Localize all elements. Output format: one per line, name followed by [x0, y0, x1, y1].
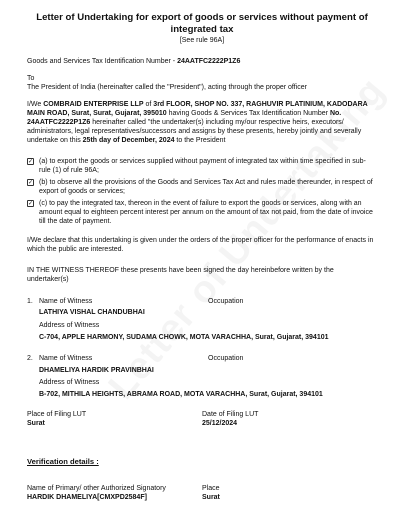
witness-1-number: 1. [27, 298, 33, 305]
witness-2-address: B-702, MITHILA HEIGHTS, ABRAMA ROAD, MOTA VARACHHA, Surat, Gujarat, 394101 [39, 391, 323, 398]
witness-2-occupation-label: Occupation [208, 355, 244, 362]
checkbox-b[interactable]: ✓ [28, 180, 34, 186]
clause-a: (a) to export the goods or services supplied without payment of integrated tax within time specified in sub-rule (1) of rule 96A; [39, 158, 366, 174]
document-subtitle: [See rule 96A] [179, 37, 225, 44]
witness-2-number: 2. [27, 355, 33, 362]
place-of-filing-label: Place of Filing LUT [27, 411, 87, 418]
signatory-name: HARDIK DHAMELIYA[CMXPD2584F] [27, 494, 147, 501]
signatory-label: Name of Primary/ other Authorized Signatory [27, 485, 166, 492]
checkbox-c[interactable]: ✓ [28, 201, 34, 207]
addressee-to: To [27, 75, 35, 82]
verification-heading: Verification details : [27, 457, 99, 466]
place-of-filing: Surat [27, 420, 45, 427]
witness-1-address-label: Address of Witness [39, 322, 100, 329]
date-of-filing: 25/12/2024 [202, 420, 238, 427]
witness-2-name-label: Name of Witness [39, 355, 93, 362]
verification-place-label: Place [202, 485, 220, 492]
checkbox-a[interactable]: ✓ [28, 159, 34, 165]
addressee: The President of India (hereinafter called the "President"), acting through the proper officer [27, 84, 307, 91]
gstin-line: Goods and Services Tax Identification Number - 24AATFC2222P1Z6 [27, 58, 241, 65]
witness-1-occupation-label: Occupation [208, 298, 244, 305]
declaration-statement: I/We declare that this undertaking is given under the orders of the proper officer for the performance of enacts in which the public are interested. [27, 237, 374, 253]
verification-place: Surat [202, 494, 220, 501]
date-of-filing-label: Date of Filing LUT [202, 411, 259, 418]
witness-2-name: DHAMELIYA HARDIK PRAVINBHAI [39, 367, 154, 374]
clause-c: (c) to pay the integrated tax, thereon in the event of failure to export the goods or services, along with an amount equal to eighteen percent interest per annum on the amount of tax not paid, from the date of invoice till the date of payment. [39, 200, 373, 225]
declaration-paragraph: I/We COMBRAID ENTERPRISE LLP of 3rd FLOOR, SHOP NO. 337, RAGHUVIR PLATINIUM, KADODARA MAIN ROAD, Surat, Surat, Gujarat, 395010 having Goods & Services Tax Identification Number No. 24AATFC2222P1Z6 hereinafter called "the undertaker(s) including my/our respective heirs, executors/ administrators, legal representatives/successors and assigns by these presents, hereby jointly and severally undertake on this 25th day of December, 2024 to the President [27, 101, 368, 144]
document-title: Letter of Undertaking for export of goods or services without payment of integrated tax [36, 12, 368, 35]
witness-1-name-label: Name of Witness [39, 298, 93, 305]
witness-1-name: LATHIYA VISHAL CHANDUBHAI [39, 309, 145, 316]
witness-statement: IN THE WITNESS THEREOF these presents have been signed the day hereinbefore written by the undertaker(s) [27, 267, 334, 283]
clause-b: (b) to observe all the provisions of the Goods and Services Tax Act and rules made thereunder, in respect of export of goods or services; [39, 179, 373, 195]
witness-2-address-label: Address of Witness [39, 379, 100, 386]
witness-1-address: C-704, APPLE HARMONY, SUDAMA CHOWK, MOTA VARACHHA, Surat, Gujarat, 394101 [39, 334, 329, 341]
